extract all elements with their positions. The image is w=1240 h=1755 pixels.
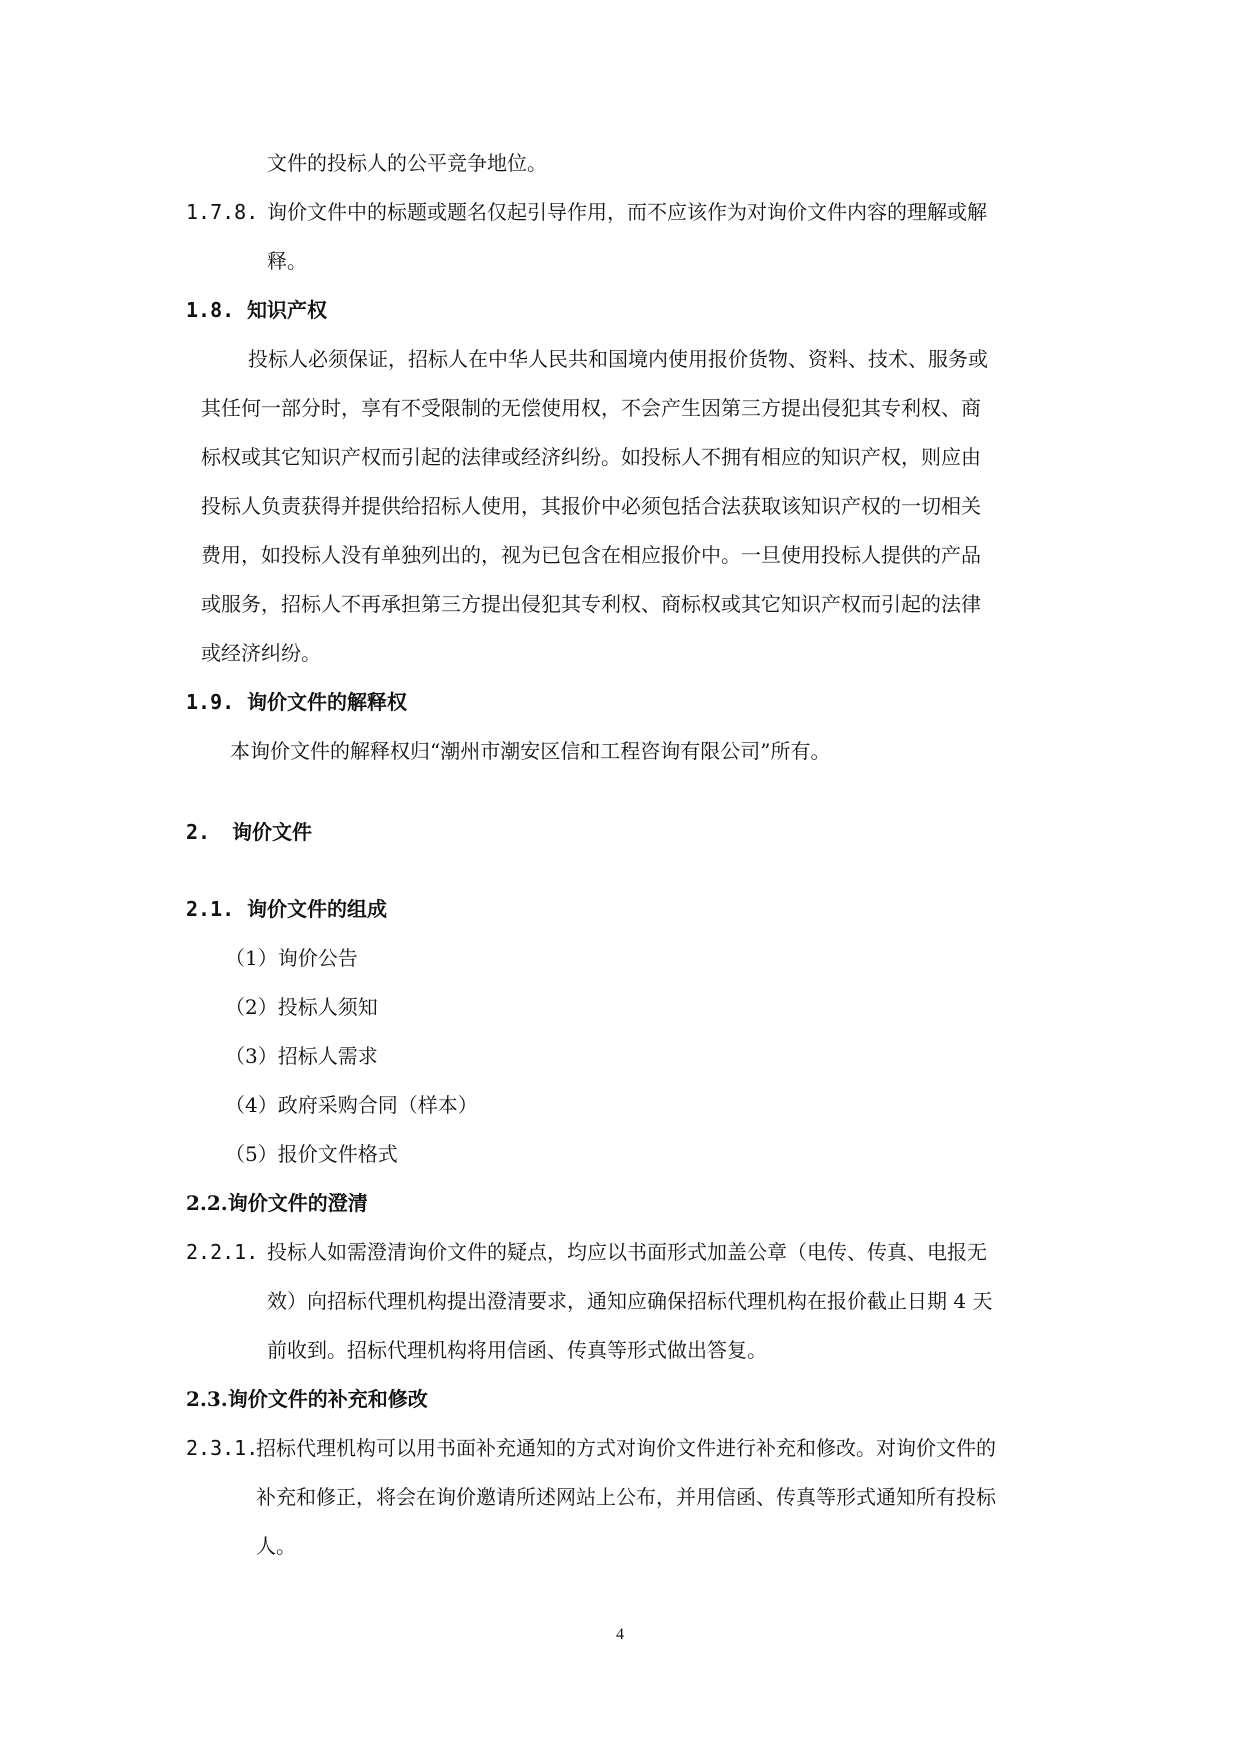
section-2-3-1-line-2: 补充和修正，将会在询价邀请所述网站上公布，并用信函、传真等形式通知所有投标 [256, 1485, 996, 1509]
section-title-1-9: 询价文件的解释权 [247, 690, 407, 714]
section-number-1-8: 1.8. [186, 298, 235, 322]
list-item: （1）询价公告 [225, 946, 358, 970]
section-number-2-2-1: 2.2.1. [186, 1240, 259, 1264]
section-1-7-8-line-1: 询价文件中的标题或题名仅起引导作用，而不应该作为对询价文件内容的理解或解 [267, 200, 987, 224]
section-number-1-7-8: 1.7.8. [186, 200, 259, 224]
paragraph-1-9: 本询价文件的解释权归“潮州市潮安区信和工程咨询有限公司”所有。 [230, 739, 831, 763]
section-title-2-3: 2.3.询价文件的补充和修改 [186, 1387, 428, 1411]
section-number-2-1: 2.1. [186, 897, 235, 921]
section-2-2-1-line-2: 效）向招标代理机构提出澄清要求，通知应确保招标代理机构在报价截止日期 4 天 [267, 1289, 993, 1313]
list-item: （4）政府采购合同（样本） [225, 1093, 478, 1117]
section-title-2-2: 2.2.询价文件的澄清 [186, 1191, 368, 1215]
continuation-line: 文件的投标人的公平竞争地位。 [267, 151, 547, 175]
section-title-2: 询价文件 [232, 820, 312, 844]
section-number-1-9: 1.9. [186, 690, 235, 714]
section-2-2-1-line-3: 前收到。招标代理机构将用信函、传真等形式做出答复。 [267, 1338, 767, 1362]
paragraph-1-8-line-3: 标权或其它知识产权而引起的法律或经济纠纷。如投标人不拥有相应的知识产权，则应由 [201, 445, 981, 469]
paragraph-1-8-line-5: 费用，如投标人没有单独列出的，视为已包含在相应报价中。一旦使用投标人提供的产品 [201, 543, 981, 567]
section-number-2-3-1: 2.3.1. [186, 1436, 259, 1460]
section-title-1-8: 知识产权 [247, 298, 327, 322]
paragraph-1-8-line-6: 或服务，招标人不再承担第三方提出侵犯其专利权、商标权或其它知识产权而引起的法律 [201, 592, 981, 616]
list-item: （5）报价文件格式 [225, 1142, 398, 1166]
list-item: （2）投标人须知 [225, 995, 378, 1019]
section-1-7-8-line-2: 释。 [267, 249, 307, 273]
paragraph-1-8-line-2: 其任何一部分时，享有不受限制的无偿使用权，不会产生因第三方提出侵犯其专利权、商 [201, 396, 981, 420]
section-2-3-1-line-3: 人。 [256, 1534, 296, 1558]
section-2-3-1-line-1: 招标代理机构可以用书面补充通知的方式对询价文件进行补充和修改。对询价文件的 [256, 1436, 996, 1460]
paragraph-1-8-line-4: 投标人负责获得并提供给招标人使用，其报价中必须包括合法获取该知识产权的一切相关 [201, 494, 981, 518]
paragraph-1-8-line-1: 投标人必须保证，招标人在中华人民共和国境内使用报价货物、资料、技术、服务或 [248, 347, 988, 371]
list-item: （3）招标人需求 [225, 1044, 378, 1068]
section-2-2-1-line-1: 投标人如需澄清询价文件的疑点，均应以书面形式加盖公章（电传、传真、电报无 [267, 1240, 987, 1264]
section-number-2: 2. [186, 820, 211, 844]
paragraph-1-8-line-7: 或经济纠纷。 [201, 641, 321, 665]
section-title-2-1: 询价文件的组成 [247, 897, 387, 921]
page-number: 4 [616, 1626, 624, 1643]
